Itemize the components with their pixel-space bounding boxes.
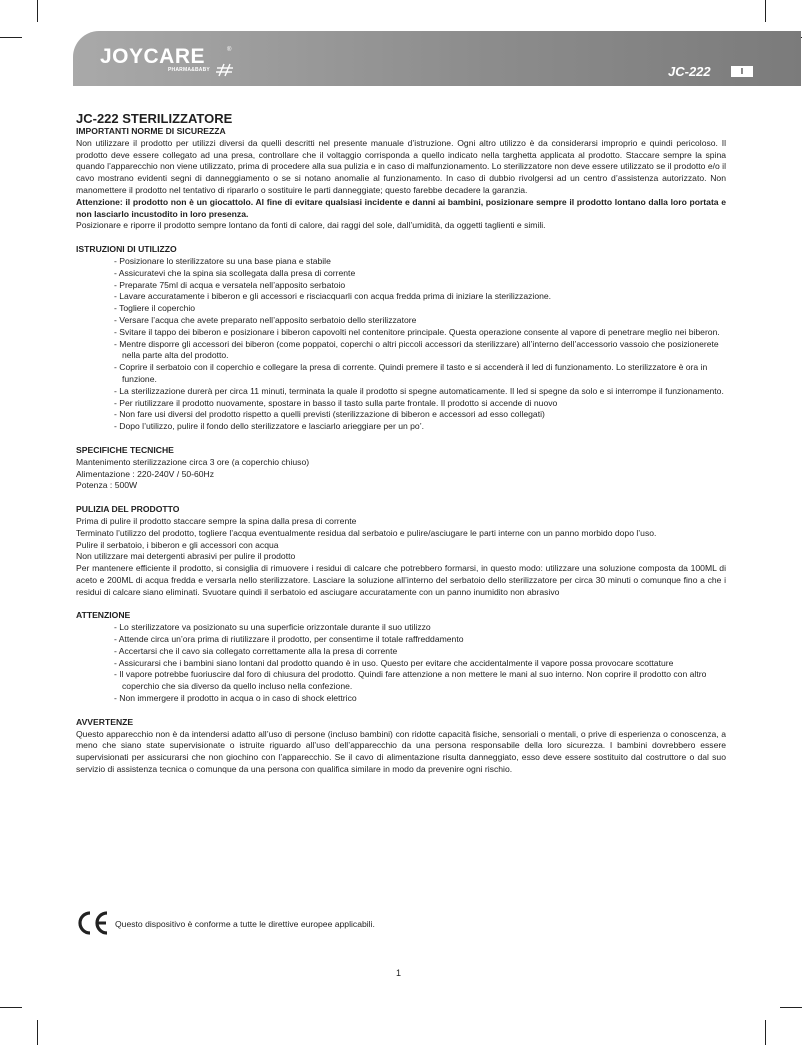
paragraph: Questo apparecchio non è da intendersi adatto all’uso di persone (incluso bambini) con ridotte capacità fisiche, sensoriali o mentali, o prive di esperienza o conoscenza, a meno che siano state supervisionate o istruite riguardo all’uso dell’apparecchio da una persona responsabile della loro sicurezza. I bambini dovrebbero essere supervisionati per assicurarsi che non giochino con l’apparecchio. Se il cavo di alimentazione risulta danneggiato, esso deve essere sostituito dal costruttore o dal suo servizio di assistenza tecnica o comunque da una persona con qualifica similare in modo da prevenire ogni rischio. bbox=[76, 728, 726, 775]
safety-section bbox=[76, 126, 726, 232]
ce-mark-icon bbox=[75, 910, 111, 936]
list-item: - Non fare usi diversi del prodotto rispetto a quelli previsti (sterilizzazione di biberon e accessori ad esso collegati) bbox=[114, 409, 545, 420]
spec-line: Mantenimento sterilizzazione circa 3 ore (a coperchio chiuso) bbox=[76, 456, 310, 467]
warnings-section bbox=[76, 717, 726, 776]
section-heading: PULIZIA DEL PRODOTTO bbox=[76, 504, 180, 515]
paragraph: Per mantenere efficiente il prodotto, si consiglia di rimuovere i residui di calcare che potrebbero formarsi, in questo modo: utilizzare una soluzione composta da 100ML di aceto e 200ML di acqua fredda e versarla nello sterilizzatore. Lasciare la soluzione all’interno del serbatoio dello sterilizzatore per circa 30 minuti o comunque fino a che i residui di calcare siano eliminati. Svuotare quindi il serbatoio ed asciugare accuratamente con un panno inumidito non abrasivo bbox=[76, 563, 726, 597]
warning-paragraph: Attenzione: il prodotto non è un giocattolo. Al fine di evitare qualsiasi incidente e danni ai bambini, posizionare sempre il prodotto lontano dalla loro portata e non lasciarlo incustodito in loro presenza. bbox=[76, 196, 726, 219]
crop-mark bbox=[37, 0, 38, 22]
list-item: - Posizionare lo sterilizzatore su una base piana e stabile bbox=[114, 255, 331, 266]
section-heading: ISTRUZIONI DI UTILIZZO bbox=[76, 244, 177, 255]
section-heading: SPECIFICHE TECNICHE bbox=[76, 444, 174, 455]
crop-mark bbox=[765, 0, 766, 22]
specs-section bbox=[76, 445, 726, 492]
brand-logo bbox=[100, 45, 240, 81]
ce-compliance bbox=[75, 910, 575, 936]
logo-subtitle: PHARMA&BABY bbox=[168, 67, 210, 73]
paragraph: Prima di pulire il prodotto staccare sempre la spina dalla presa di corrente bbox=[76, 515, 357, 526]
cleaning-section bbox=[76, 504, 726, 598]
language-badge: I bbox=[731, 66, 753, 77]
logo-registered: ® bbox=[227, 47, 232, 53]
spec-line: Alimentazione : 220-240V / 50-60Hz bbox=[76, 468, 215, 479]
list-item: - Il vapore potrebbe fuoriuscire dal foro di chiusura del prodotto. Quindi fare attenzione a non mettere le mani al suo interno. Non coprire il prodotto con altro coperchio che sia diverso da quello incluso nella confezione. bbox=[114, 669, 707, 692]
crop-mark bbox=[780, 1007, 802, 1008]
section-heading: AVVERTENZE bbox=[76, 716, 134, 727]
list-item: - Versare l’acqua che avete preparato nell’apposito serbatoio dello sterilizzatore bbox=[114, 314, 417, 325]
paragraph: Pulire il serbatoio, i biberon e gli accessori con acqua bbox=[76, 539, 279, 550]
section-heading: IMPORTANTI NORME DI SICUREZZA bbox=[76, 126, 226, 136]
paragraph: Posizionare e riporre il prodotto sempre lontano da fonti di calore, dai raggi del sole, dall’umidità, da oggetti taglienti e simili. bbox=[76, 220, 546, 231]
paragraph: Terminato l’utilizzo del prodotto, togliere l’acqua eventualmente residua dal serbatoio e pulire/asciugare le parti interne con un panno morbido dopo l’uso. bbox=[76, 527, 657, 538]
logo-wordmark: JOYCARE bbox=[100, 45, 206, 68]
crop-mark bbox=[765, 1020, 766, 1045]
attention-section bbox=[76, 610, 726, 704]
list-item: - Accertarsi che il cavo sia collegato correttamente alla la presa di corrente bbox=[114, 645, 398, 656]
model-code: JC-222 bbox=[668, 64, 711, 79]
instructions-section bbox=[76, 244, 726, 433]
list-item: - Lavare accuratamente i biberon e gli accessori e risciacquarli con acqua fredda prima di iniziare la sterilizzazione. bbox=[114, 291, 552, 302]
list-item: - Mentre disporre gli accessori dei biberon (come poppatoi, coperchi o altri piccoli accessori da sterilizzare) all’interno dell’accessorio vassoio che posizionerete nella parte alta del prodotto. bbox=[114, 338, 719, 361]
page-number: 1 bbox=[396, 968, 402, 978]
document-body bbox=[76, 111, 726, 776]
cross-icon bbox=[216, 63, 234, 77]
list-item: - Preparate 75ml di acqua e versatela nell’apposito serbatoio bbox=[114, 279, 346, 290]
list-item: - Per riutilizzare il prodotto nuovamente, spostare in basso il tasto sulla parte frontale. Il prodotto si accende di nuovo bbox=[114, 397, 558, 408]
spec-line: Potenza : 500W bbox=[76, 480, 138, 491]
list-item: - Assicuratevi che la spina sia scollegata dalla presa di corrente bbox=[114, 267, 356, 278]
header-bar bbox=[73, 31, 801, 86]
paragraph: Non utilizzare il prodotto per utilizzi diversi da quelli descritti nel presente manuale d’istruzione. Ogni altro utilizzo è da considerarsi improprio e quindi pericoloso. Il prodotto deve essere collegato ad una presa, controllare che il voltaggio corrisponda a quello indicato nella targhetta applicata al prodotto. Staccare sempre la spina quando l’apparecchio non viene utilizzato, prima di procedere alla sua pulizia e in caso di malfunzionamento. Lo sterilizzatore non deve essere utilizzato se il prodotto e/o il cavo mostrano evidenti segni di danneggiamento o se si notano anomalie al funzionamento. In caso di dubbio rivolgersi ad un centro d’assistenza autorizzato. Non manomettere il prodotto nel tentativo di ripararlo o sostituire le parti danneggiate; questo farebbe decadere la garanzia. bbox=[76, 137, 726, 195]
instructions-list bbox=[76, 256, 726, 433]
list-item: - Svitare il tappo dei biberon e posizionare i biberon capovolti nel contenitore principale. Questa operazione consente al vapore di penetrare meglio nei biberon. bbox=[114, 326, 720, 337]
page-title: JC-222 STERILIZZATORE bbox=[76, 111, 233, 126]
list-item: - Dopo l’utilizzo, pulire il fondo dello sterilizzatore e lasciarlo arieggiare per un po’. bbox=[114, 421, 425, 432]
list-item: - La sterilizzazione durerà per circa 11 minuti, terminata la quale il prodotto si spegne automaticamente. Il led si spegne da solo e si interrompe il funzionamento. bbox=[114, 385, 724, 396]
list-item: - Assicurarsi che i bambini siano lontani dal prodotto quando è in uso. Questo per evitare che accidentalmente il vapore possa provocare scottature bbox=[114, 657, 674, 668]
paragraph: Non utilizzare mai detergenti abrasivi per pulire il prodotto bbox=[76, 551, 296, 562]
crop-mark bbox=[0, 37, 22, 38]
ce-statement: Questo dispositivo è conforme a tutte le direttive europee applicabili. bbox=[115, 919, 375, 929]
crop-mark bbox=[0, 1007, 22, 1008]
list-item: - Attende circa un’ora prima di riutilizzare il prodotto, per consentirne il totale raffreddamento bbox=[114, 634, 464, 645]
crop-mark bbox=[37, 1020, 38, 1045]
attention-list bbox=[76, 622, 726, 705]
list-item: - Togliere il coperchio bbox=[114, 303, 196, 314]
list-item: - Coprire il serbatoio con il coperchio e collegare la presa di corrente. Quindi premere il tasto e si accenderà il led di funzionamento. Lo sterilizzatore è ora in funzione. bbox=[114, 362, 708, 384]
list-item: - Lo sterilizzatore va posizionato su una superficie orizzontale durante il suo utilizzo bbox=[114, 622, 431, 633]
section-heading: ATTENZIONE bbox=[76, 610, 131, 621]
list-item: - Non immergere il prodotto in acqua o in caso di shock elettrico bbox=[114, 693, 357, 704]
